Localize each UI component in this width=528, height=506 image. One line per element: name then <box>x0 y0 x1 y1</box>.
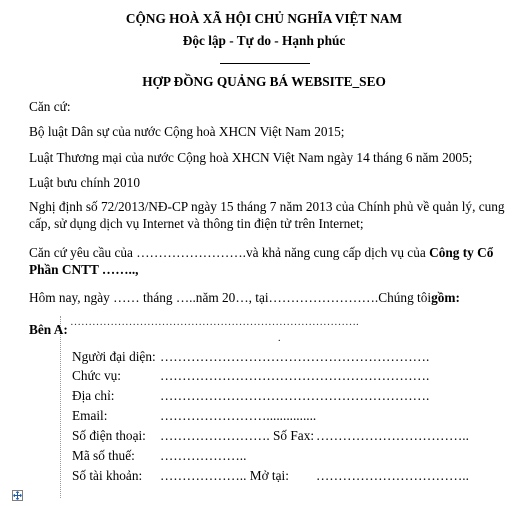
party-a-heading: Bên A: <box>29 322 68 337</box>
rep-label: Người đại diện: <box>72 349 156 364</box>
motto: Độc lập - Tự do - Hạnh phúc <box>182 33 346 48</box>
request-line-1 <box>29 245 493 261</box>
account-label: Số tài khoản: <box>72 468 143 483</box>
tax-code-value[interactable]: ……………….. <box>160 448 247 463</box>
decree-line-1: Nghị định số 72/2013/NĐ-CP ngày 15 tháng 7 năm 2013 của Chính phủ về quản lý, cung <box>29 199 505 214</box>
address-value[interactable]: ……………………………………………………. <box>160 388 430 403</box>
email-value[interactable]: ……………………............... <box>160 408 317 423</box>
law-commerce: Luật Thương mại của nước Cộng hoà XHCN Việt Nam ngày 14 tháng 6 năm 2005; <box>29 150 473 165</box>
move-cross-icon[interactable] <box>12 490 23 501</box>
law-civil-code: Bộ luật Dân sự của nước Cộng hoà XHCN Việt Nam 2015; <box>29 124 345 139</box>
nation-heading: CỘNG HOÀ XÃ HỘI CHỦ NGHĨA VIỆT NAM <box>125 11 403 26</box>
can-cu-label: Căn cứ: <box>29 99 71 114</box>
account-value[interactable]: ……………….. Mở tại: <box>160 468 289 483</box>
tax-code-label: Mã số thuế: <box>72 448 135 463</box>
address-label: Địa chỉ: <box>72 388 115 403</box>
bank-value[interactable]: …………………………….. <box>316 468 469 483</box>
party-a-name-dots: ……………………………………………………………………. <box>70 316 359 328</box>
law-postal: Luật bưu chính 2010 <box>29 175 140 190</box>
position-label: Chức vụ: <box>72 368 121 383</box>
today-line <box>29 290 460 306</box>
fax-value[interactable]: …………………………….. <box>316 428 469 443</box>
decree-line-2: cấp, sử dụng dịch vụ Internet và thông tin điện tử trên Internet; <box>29 216 364 231</box>
today-suffix: gồm: <box>431 290 460 305</box>
phone-value[interactable]: ……………………. Số Fax: <box>160 428 315 443</box>
phone-label: Số điện thoại: <box>72 428 146 443</box>
request-company: Công ty Cổ <box>429 245 494 260</box>
request-line-2: Phần CNTT …….., <box>29 262 139 277</box>
header-underline <box>220 63 310 64</box>
request-text: Căn cứ yêu cầu của …………………….và khả năng cung cấp dịch vụ của <box>29 245 426 260</box>
email-label: Email: <box>72 408 108 423</box>
today-text: Hôm nay, ngày …… tháng …..năm 20…, tại…………………….Chúng tôi <box>29 290 432 305</box>
party-a-dot: . <box>278 333 281 344</box>
contract-title: HỢP ĐỒNG QUẢNG BÁ WEBSITE_SEO <box>142 74 386 89</box>
move-cross-icon-glyph <box>13 491 22 500</box>
rep-value[interactable]: ……………………………………………………. <box>160 349 430 364</box>
position-value[interactable]: ……………………………………………………. <box>160 368 430 383</box>
